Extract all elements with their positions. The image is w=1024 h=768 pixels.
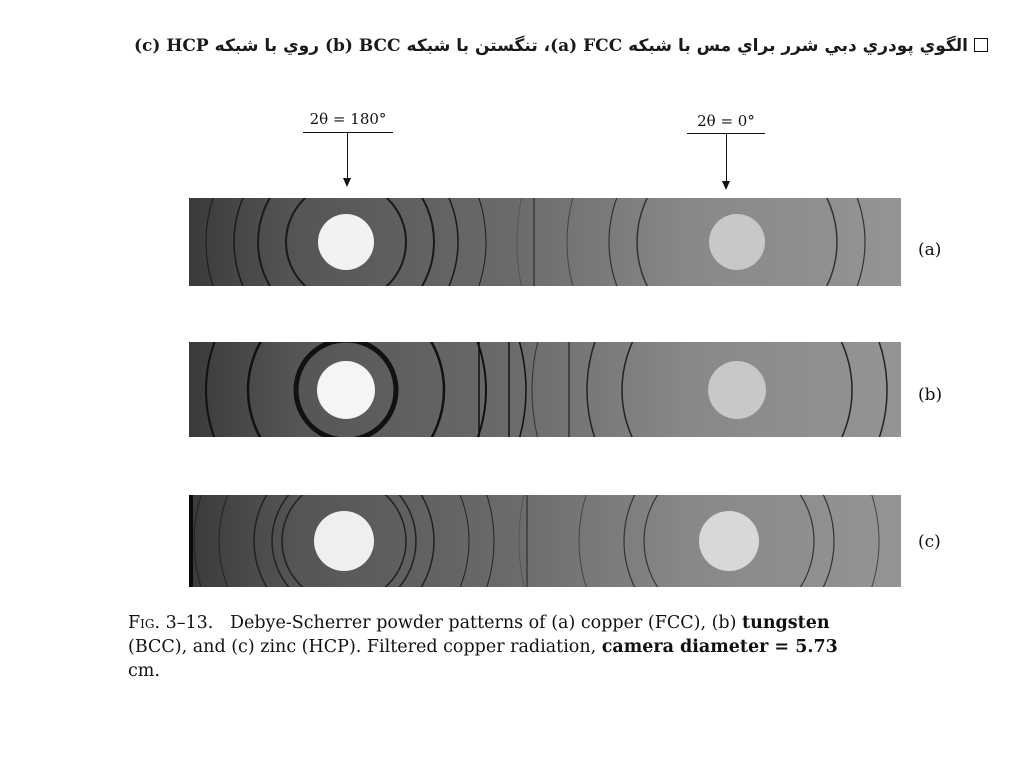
title-bcc: (b) BCC [324,36,401,56]
angle-underline-180 [303,132,393,133]
title-text-2: ، تنگستن با شبكه [400,36,551,56]
arrow-down-icon [722,181,730,190]
arrow-180-stem [347,132,348,178]
caption-fig-label: Fig. 3–13. [128,613,214,633]
arrow-down-icon [343,178,351,187]
title-hcp: (c) HCP [133,36,209,56]
checkbox-bullet-icon [974,38,988,52]
caption-bold-1: tungsten [742,613,830,633]
caption-bold-2: camera diameter = 5.73 [601,637,838,657]
strip-label-c: (c) [918,532,941,552]
arrow-0-stem [726,133,727,181]
title-fcc: (a) FCC [550,36,623,56]
angle-label-180: 2θ = 180° [309,110,387,128]
strip-label-b: (b) [918,385,943,405]
film-strip-a [189,198,901,286]
film-strip-c [189,495,901,587]
figure-caption [128,611,950,683]
strip-label-a: (a) [918,240,942,260]
slide-title [88,36,988,56]
title-text-3: روي با شبكه [208,36,325,56]
caption-text-3: cm. [128,661,160,681]
angle-label-0: 2θ = 0° [697,112,755,130]
film-strip-b [189,342,901,437]
title-text-1: الگوي پودري دبي شرر براي مس با شبكه [622,36,968,56]
caption-text-1: Debye-Scherrer powder patterns of (a) copper (FCC), (b) [230,613,743,633]
caption-text-2: (BCC), and (c) zinc (HCP). Filtered copper radiation, [128,637,602,657]
